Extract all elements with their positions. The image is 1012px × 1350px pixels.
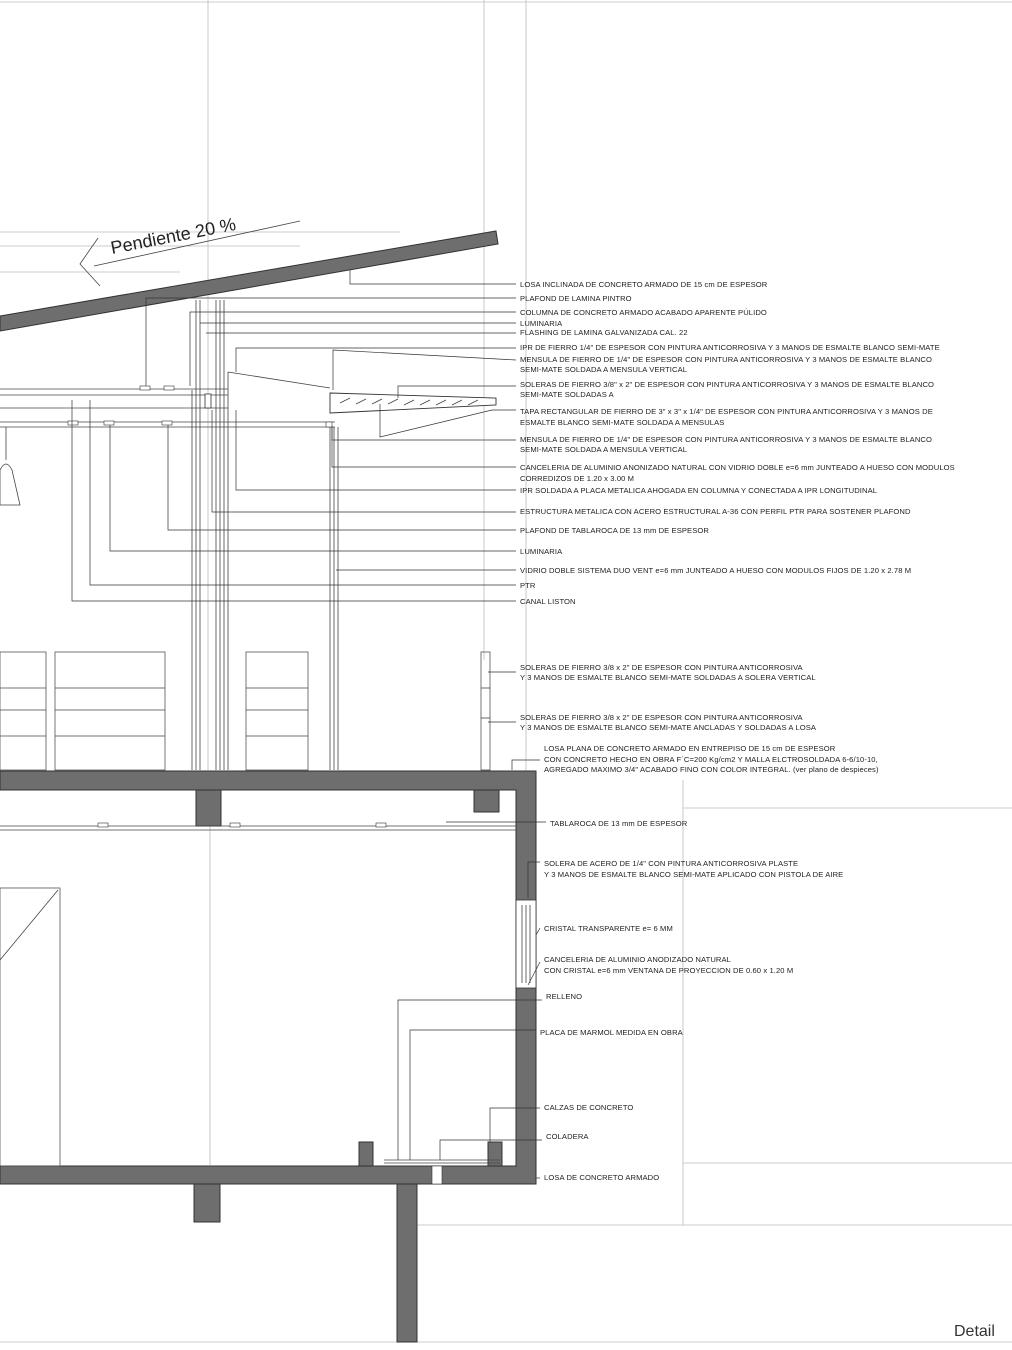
- note: Y 3 MANOS DE ESMALTE BLANCO SEMI-MATE SOLDADAS A SOLERA VERTICAL: [520, 673, 816, 682]
- note: IPR DE FIERRO 1/4" DE ESPESOR CON PINTURA ANTICORROSIVA Y 3 MANOS DE ESMALTE BLANCO SEMI-MATE: [520, 343, 940, 352]
- lower-left-opening: [0, 888, 60, 1166]
- note: CRISTAL TRANSPARENTE e= 6 MM: [544, 924, 673, 933]
- note: LUMINARIA: [520, 547, 563, 556]
- note: CANAL LISTON: [520, 597, 576, 606]
- ceiling-assembly: [0, 372, 335, 427]
- note: FLASHING DE LAMINA GALVANIZADA CAL. 22: [520, 328, 688, 337]
- wall-panels: [0, 652, 490, 770]
- note: LUMINARIA: [520, 319, 563, 328]
- note: LOSA DE CONCRETO ARMADO: [544, 1173, 660, 1182]
- detail-label: Detail: [954, 1323, 995, 1340]
- note: SOLERA DE ACERO DE 1/4" CON PINTURA ANTICORROSIVA PLASTE: [544, 859, 799, 868]
- note: CON CRISTAL e=6 mm VENTANA DE PROYECCION DE 0.60 x 1.20 M: [544, 966, 794, 975]
- column-lines: [192, 300, 338, 770]
- mensula-soleras: [330, 393, 496, 413]
- note: SOLERAS DE FIERRO 3/8" x 2" DE ESPESOR CON PINTURA ANTICORROSIVA Y 3 MANOS DE ESMALTE BLANCO: [520, 380, 935, 389]
- note: CANCELERIA DE ALUMINIO ANODIZADO NATURAL: [544, 955, 731, 964]
- slope-label: Pendiente 20 %: [108, 214, 238, 258]
- note: PLAFOND DE LAMINA PINTRO: [520, 294, 632, 303]
- concrete-structure: [0, 771, 536, 1342]
- note: SEMI-MATE SOLDADA A MENSULA VERTICAL: [520, 445, 688, 454]
- note: COLADERA: [546, 1132, 589, 1141]
- note: COLUMNA DE CONCRETO ARMADO ACABADO APARENTE PÚLIDO: [520, 308, 767, 317]
- note: IPR SOLDADA A PLACA METALICA AHOGADA EN COLUMNA Y CONECTADA A IPR LONGITUDINAL: [520, 486, 878, 495]
- note: SEMI-MATE SOLDADAS A: [520, 390, 614, 399]
- note: CANCELERIA DE ALUMINIO ANONIZADO NATURAL CON VIDRIO DOBLE e=6 mm JUNTEADO A HUESO CON MODULOS: [520, 463, 955, 472]
- note: TABLAROCA DE 13 mm DE ESPESOR: [550, 819, 688, 828]
- note: RELLENO: [546, 992, 583, 1001]
- note: PLAFOND DE TABLAROCA DE 13 mm DE ESPESOR: [520, 526, 709, 535]
- note: ESMALTE BLANCO SEMI-MATE SOLDADA A MENSULAS: [520, 418, 725, 427]
- note: PLACA DE MARMOL MEDIDA EN OBRA: [540, 1028, 683, 1037]
- note: Y 3 MANOS DE ESMALTE BLANCO SEMI-MATE ANCLADAS Y SOLDADAS A LOSA: [520, 723, 817, 732]
- note: SOLERAS DE FIERRO 3/8 x 2" DE ESPESOR CON PINTURA ANTICORROSIVA: [520, 713, 803, 722]
- note: LOSA INCLINADA DE CONCRETO ARMADO DE 15 cm DE ESPESOR: [520, 280, 768, 289]
- note: SEMI-MATE SOLDADA A MENSULA VERTICAL: [520, 365, 688, 374]
- note: LOSA PLANA DE CONCRETO ARMADO EN ENTREPISO DE 15 cm DE ESPESOR: [544, 744, 836, 753]
- note: SOLERAS DE FIERRO 3/8 x 2" DE ESPESOR CON PINTURA ANTICORROSIVA: [520, 663, 803, 672]
- lower-ceiling: [0, 823, 516, 830]
- annotations: [520, 280, 955, 1182]
- note: MENSULA DE FIERRO DE 1/4" DE ESPESOR CON PINTURA ANTICORROSIVA Y 3 MANOS DE ESMALTE BLANCO: [520, 435, 933, 444]
- note: Y 3 MANOS DE ESMALTE BLANCO SEMI-MATE APLICADO CON PISTOLA DE AIRE: [544, 870, 844, 879]
- note: TAPA RECTANGULAR DE FIERRO DE 3" x 3" x 1/4" DE ESPESOR CON PINTURA ANTICORROSIVA Y 3 MANOS DE: [520, 407, 933, 416]
- note: CALZAS DE CONCRETO: [544, 1103, 634, 1112]
- note: CON CONCRETO HECHO EN OBRA F´C=200 Kg/cm2 Y MALLA ELCTROSOLDADA 6-6/10-10,: [544, 755, 878, 764]
- note: PTR: [520, 581, 536, 590]
- note: MENSULA DE FIERRO DE 1/4" DE ESPESOR CON PINTURA ANTICORROSIVA Y 3 MANOS DE ESMALTE BLANCO: [520, 355, 933, 364]
- pendant-lamp-icon: [0, 427, 20, 505]
- note: ESTRUCTURA METALICA CON ACERO ESTRUCTURAL A-36 CON PERFIL PTR PARA SOSTENER PLAFOND: [520, 507, 911, 516]
- note: VIDRIO DOBLE SISTEMA DUO VENT e=6 mm JUNTEADO A HUESO CON MODULOS FIJOS DE 1.20 x 2.78 M: [520, 566, 912, 575]
- note: AGREGADO MAXIMO 3/4" ACABADO FINO CON COLOR INTEGRAL. (ver plano de despieces): [544, 765, 879, 774]
- floor-plate: [384, 1160, 500, 1163]
- note: CORREDIZOS DE 1.20 x 3.00 M: [520, 474, 635, 483]
